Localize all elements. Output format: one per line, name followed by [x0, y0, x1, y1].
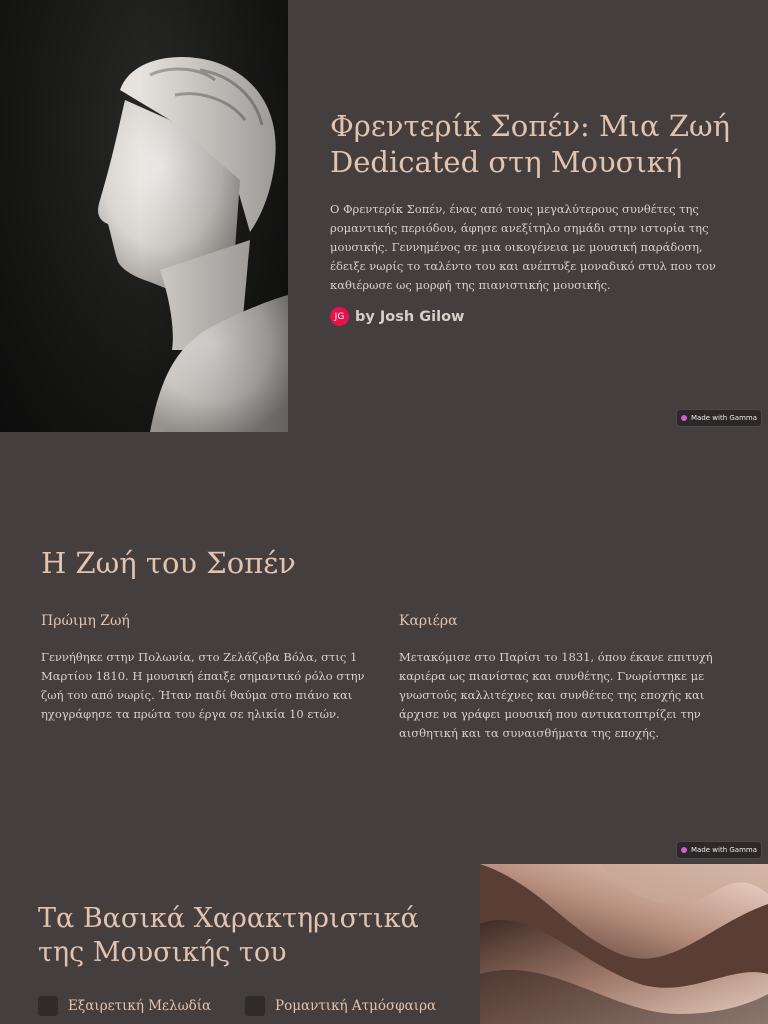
gamma-logo-icon — [681, 847, 687, 853]
author-byline[interactable] — [330, 307, 464, 326]
avatar: JG — [330, 307, 349, 326]
section-title: Τα Βασικά Χαρακτηριστικά της Μουσικής του — [38, 903, 419, 968]
silk-abstract-image — [480, 864, 768, 1024]
gamma-logo-icon — [681, 415, 687, 421]
presentation-title: Φρεντερίκ Σοπέν: Μια Ζωή Dedicated στη Μουσική — [330, 109, 731, 179]
feature-icon — [245, 996, 265, 1016]
title-slide — [0, 0, 768, 432]
feature-label: Εξαιρετική Μελωδία — [68, 998, 212, 1014]
career-column — [399, 613, 729, 743]
music-features-slide — [0, 864, 768, 1024]
badge-label: Made with Gamma — [690, 846, 758, 854]
made-with-gamma-badge[interactable] — [676, 841, 762, 859]
column-heading: Πρώιμη Ζωή — [41, 613, 130, 629]
feature-item — [38, 996, 211, 1016]
life-slide — [0, 432, 768, 864]
column-text: Γεννήθηκε στην Πολωνία, στο Ζελάζοβα Βόλα, στις 1 Μαρτίου 1810. Η μουσική έπαιξε σημαντικό ρόλο στην ζωή του από νωρίς. Ήταν παιδί θαύμα στο πιάνο και ηχογράφησε τα πρώτα του έργα σε ηλικία 10 ετών. — [41, 650, 365, 721]
chopin-bust-photo — [0, 0, 288, 432]
feature-icon — [38, 996, 58, 1016]
early-life-column — [41, 613, 371, 724]
intro-description: Ο Φρεντερίκ Σοπέν, ένας από τους μεγαλύτερους συνθέτες της ρομαντικής περιόδου, άφησε ανεξίτηλο σημάδι στην ιστορία της μουσικής. Γεννημένος σε μια οικογένεια με μουσική παράδοση, έδειξε νωρίς το ταλέντο του και ανέπτυξε μοναδικό στυλ που τον καθιέρωσε ως μορφή της πιανιστικής μουσικής. — [330, 202, 716, 292]
feature-label: Ρομαντική Ατμόσφαιρα — [275, 998, 437, 1014]
section-title: Η Ζωή του Σοπέν — [41, 546, 296, 580]
author-name: by Josh Gilow — [355, 308, 465, 325]
made-with-gamma-badge[interactable] — [676, 409, 762, 427]
feature-item — [245, 996, 436, 1016]
column-heading: Καριέρα — [399, 613, 458, 629]
badge-label: Made with Gamma — [690, 414, 758, 422]
column-text: Μετακόμισε στο Παρίσι το 1831, όπου έκανε επιτυχή καριέρα ως πιανίστας και συνθέτης. Γνωρίστηκε με γνωστούς καλλιτέχνες και συνθέτες της εποχής και άρχισε να γράφει μουσική που αντικατοπτρίζει την αισθητική και τα συναισθήματα της εποχής. — [399, 650, 713, 740]
